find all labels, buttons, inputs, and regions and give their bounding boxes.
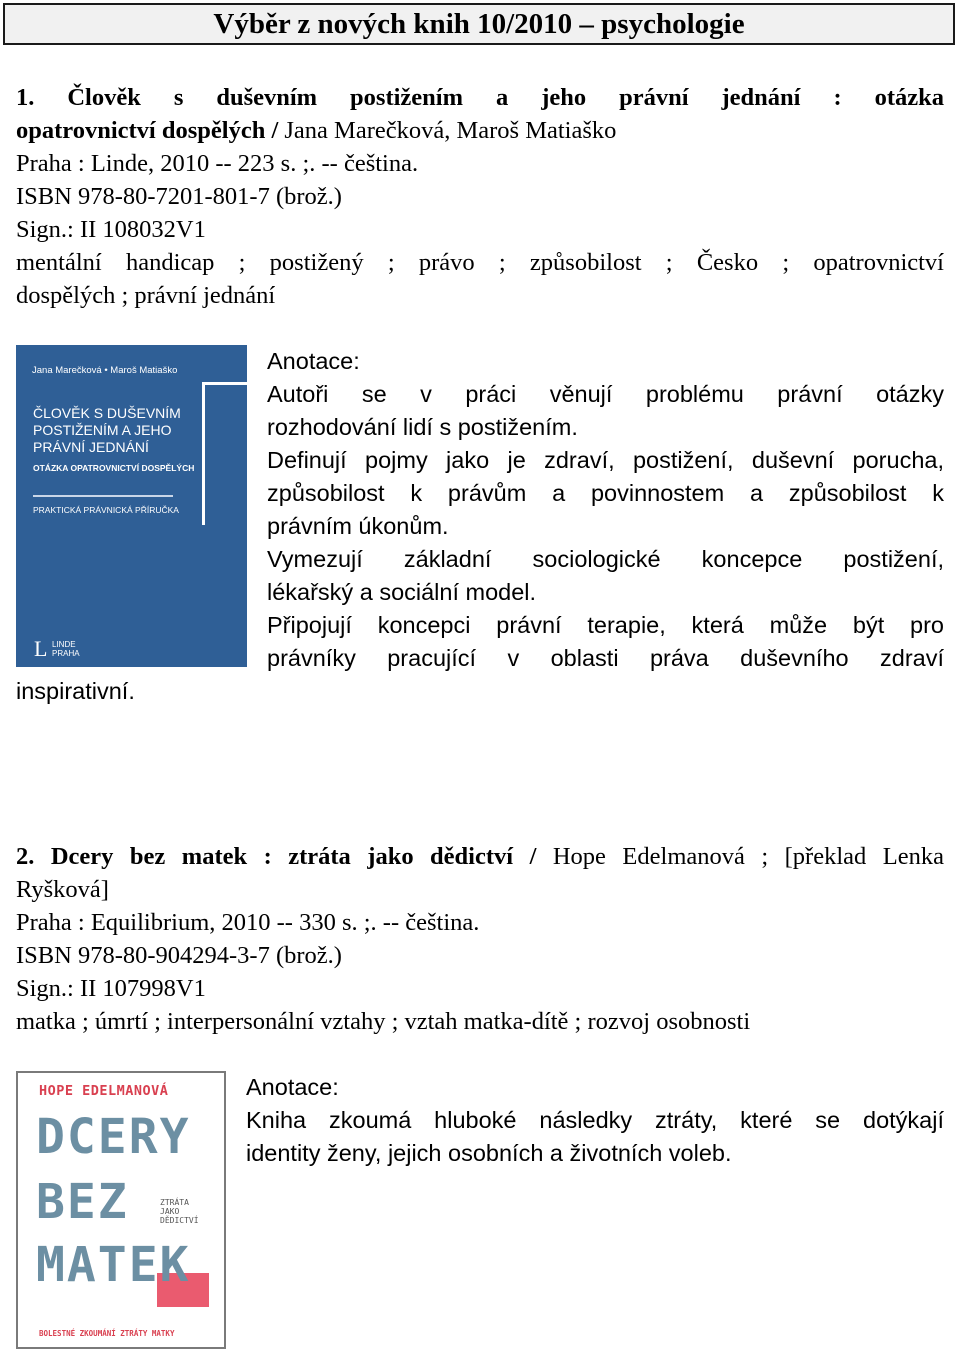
book-1-cover-image xyxy=(16,345,247,667)
page-header xyxy=(3,3,955,45)
book-record-2 xyxy=(16,840,944,1038)
annotation-line: Připojují koncepci právní terapie, která může být pro xyxy=(267,612,944,638)
cover-footer: BOLESTNÉ ZKOUMÁNÍ ZTRÁTY MATKY xyxy=(39,1329,175,1338)
book-1-keywords: mentální handicap ; postižený ; právo ; způsobilost ; Česko ; opatrovnictví xyxy=(16,249,944,276)
book-2-annotation xyxy=(246,1071,944,1170)
book-1-annotation xyxy=(267,345,944,675)
annotation-line: lékařský a sociální model. xyxy=(267,579,537,605)
book-1-annotation-end: inspirativní. xyxy=(16,678,135,704)
book-2-isbn: ISBN 978-80-904294-3-7 (brož.) xyxy=(16,942,342,969)
book-2-publisher: Praha : Equilibrium, 2010 -- 330 s. ;. -- čeština. xyxy=(16,909,480,936)
annotation-line: rozhodování lidí s postižením. xyxy=(267,414,578,440)
annotation-label: Anotace: xyxy=(267,348,360,374)
cover-authors: Jana Marečková • Maroš Matiaško xyxy=(32,365,178,376)
book-2-cover-image xyxy=(16,1071,226,1349)
cover-series: PRAKTICKÁ PRÁVNICKÁ PŘÍRUČKA xyxy=(33,505,179,515)
publisher-logo-text: LINDE PRAHA xyxy=(52,640,80,658)
cover-title: ČLOVĚK S DUŠEVNÍM POSTIŽENÍM A JEHO PRÁVNÍ JEDNÁNÍ xyxy=(33,405,181,455)
cover-title-word: BEZ xyxy=(36,1174,129,1230)
annotation-line: Definují pojmy jako je zdraví, postižení, duševní porucha, xyxy=(267,447,944,473)
publisher-logo: L xyxy=(34,636,48,661)
book-1-title-line: 1. Člověk s duševním postižením a jeho právní jednání : otázka xyxy=(16,84,944,111)
cover-title-word: MATEK xyxy=(36,1237,191,1293)
annotation-label: Anotace: xyxy=(246,1074,339,1100)
book-1-keywords-cont: dospělých ; právní jednání xyxy=(16,282,276,309)
book-2-translator: Ryšková] xyxy=(16,876,109,903)
cover-title-word: DCERY xyxy=(36,1109,191,1165)
annotation-line: právním úkonům. xyxy=(267,513,449,539)
cover-divider xyxy=(33,495,173,497)
cover-subtitle: OTÁZKA OPATROVNICTVÍ DOSPĚLÝCH xyxy=(33,463,195,473)
cover-decoration xyxy=(202,382,247,525)
cover-author: HOPE EDELMANOVÁ xyxy=(39,1083,169,1099)
page-title: Výběr z nových knih 10/2010 – psychologie xyxy=(213,7,745,40)
annotation-line: Autoři se v práci věnují problému právní otázky xyxy=(267,381,944,407)
cover-subtitle: ZTRÁTA JAKO DĚDICTVÍ xyxy=(160,1198,199,1225)
annotation-line: Vymezují základní sociologické koncepce postižení, xyxy=(267,546,944,572)
book-1-publisher: Praha : Linde, 2010 -- 223 s. ;. -- čeština. xyxy=(16,150,419,177)
book-2-signature: Sign.: II 107998V1 xyxy=(16,975,206,1002)
book-1-isbn: ISBN 978-80-7201-801-7 (brož.) xyxy=(16,183,342,210)
book-record-1 xyxy=(16,81,944,312)
annotation-line: identity ženy, jejich osobních a životních voleb. xyxy=(246,1140,732,1166)
book-2-keywords: matka ; úmrtí ; interpersonální vztahy ; vztah matka-dítě ; rozvoj osobnosti xyxy=(16,1008,751,1035)
annotation-line: právníky pracující v oblasti práva duševního zdraví xyxy=(267,645,944,671)
book-2-title-line: 2. Dcery bez matek : ztráta jako dědictví / Hope Edelmanová ; [překlad Lenka xyxy=(16,843,944,870)
annotation-line: způsobilost k právům a povinnostem a způsobilost k xyxy=(267,480,944,506)
annotation-line: Kniha zkoumá hluboké následky ztráty, které se dotýkají xyxy=(246,1107,944,1133)
book-1-signature: Sign.: II 108032V1 xyxy=(16,216,206,243)
book-1-title-author-line: opatrovnictví dospělých / Jana Marečková, Maroš Matiaško xyxy=(16,117,617,144)
